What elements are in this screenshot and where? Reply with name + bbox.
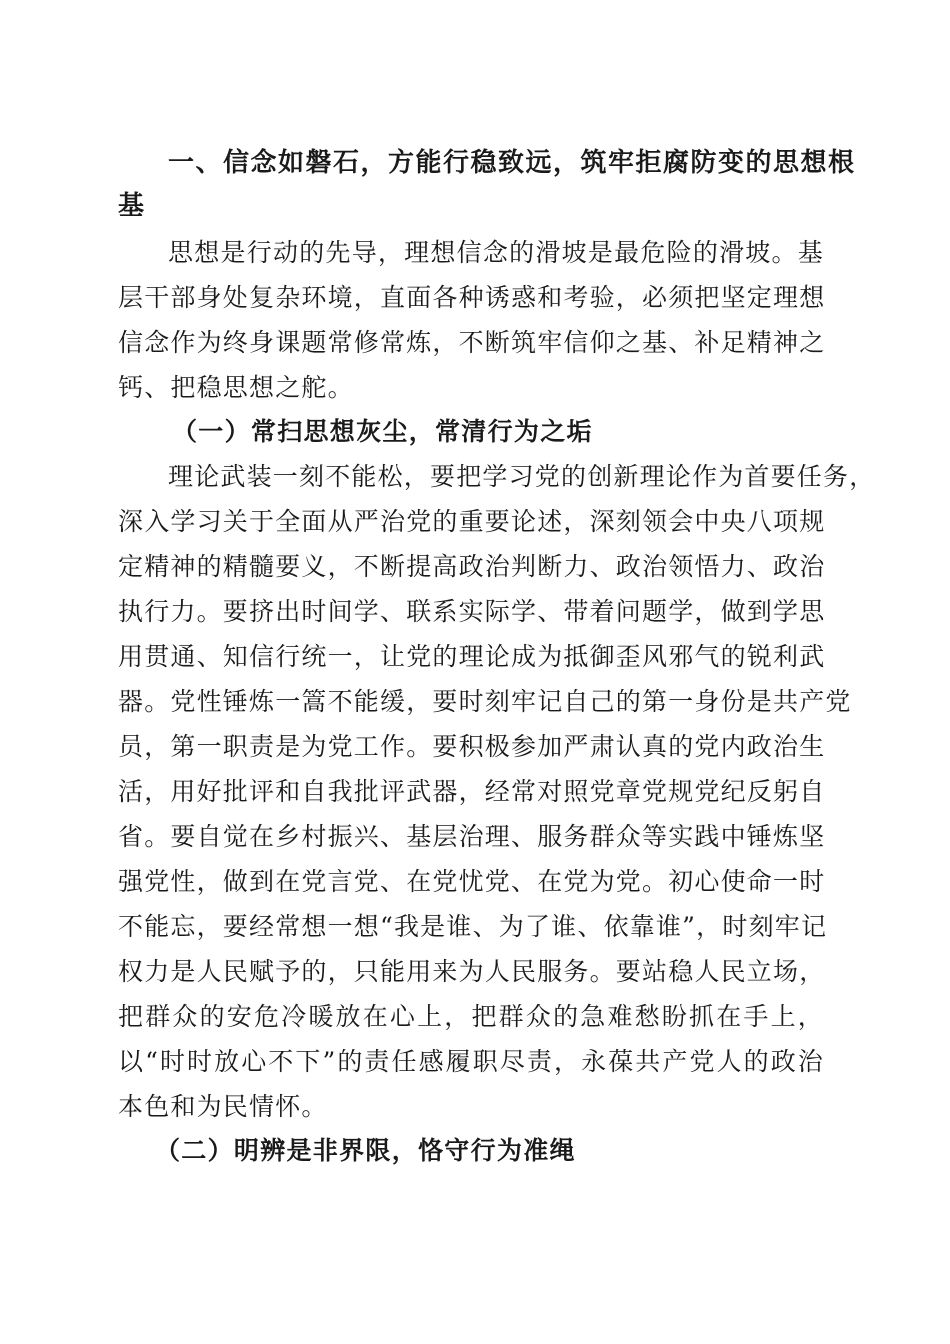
section-1-line-11: 不能忘，要经常想一想“我是谁、为了谁、依靠谁”，时刻牢记 bbox=[118, 912, 828, 941]
section-1-line-8: 活，用好批评和自我批评武器，经常对照党章党规党纪反躬自 bbox=[118, 777, 826, 806]
section-1-line-5: 用贯通、知信行统一，让党的理论成为抵御歪风邪气的锐利武 bbox=[118, 642, 826, 671]
heading-line-1: 一、信念如磐石，方能行稳致远，筑牢拒腐防变的思想根 bbox=[168, 148, 856, 178]
section-1-line-3: 定精神的精髓要义，不断提高政治判断力、政治领悟力、政治 bbox=[118, 552, 826, 581]
section-1-title: （一）常扫思想灰尘，常清行为之垢 bbox=[172, 417, 593, 446]
section-1-line-9: 省。要自觉在乡村振兴、基层治理、服务群众等实践中锤炼坚 bbox=[118, 822, 826, 851]
heading-line-2: 基 bbox=[118, 191, 146, 221]
intro-line-2: 层干部身处复杂环境，直面各种诱惑和考验，必须把坚定理想 bbox=[118, 283, 826, 312]
section-1-line-15: 本色和为民情怀。 bbox=[118, 1092, 328, 1121]
intro-line-3: 信念作为终身课题常修常炼，不断筑牢信仰之基、补足精神之 bbox=[118, 328, 826, 357]
section-1-line-2: 深入学习关于全面从严治党的重要论述，深刻领会中央八项规 bbox=[118, 507, 826, 536]
section-1-line-6: 器。党性锤炼一篙不能缓，要时刻牢记自己的第一身份是共产党 bbox=[118, 687, 852, 716]
section-1-line-4: 执行力。要挤出时间学、联系实际学、带着问题学，做到学思 bbox=[118, 597, 826, 626]
section-1-line-10: 强党性，做到在党言党、在党忧党、在党为党。初心使命一时 bbox=[118, 867, 826, 896]
section-1-line-13: 把群众的安危冷暖放在心上，把群众的急难愁盼抓在手上， bbox=[118, 1002, 824, 1031]
section-2-title: （二）明辨是非界限，恪守行为准绳 bbox=[155, 1136, 576, 1165]
intro-line-1: 思想是行动的先导，理想信念的滑坡是最危险的滑坡。基 bbox=[168, 238, 824, 267]
section-1-line-14: 以“时时放心不下”的责任感履职尽责，永葆共产党人的政治 bbox=[118, 1047, 824, 1076]
section-1-line-12: 权力是人民赋予的，只能用来为人民服务。要站稳人民立场， bbox=[118, 957, 826, 986]
intro-line-4: 钙、把稳思想之舵。 bbox=[118, 373, 354, 402]
section-1-line-1: 理论武装一刻不能松，要把学习党的创新理论作为首要任务， bbox=[168, 462, 876, 491]
section-1-line-7: 员，第一职责是为党工作。要积极参加严肃认真的党内政治生 bbox=[118, 732, 826, 761]
